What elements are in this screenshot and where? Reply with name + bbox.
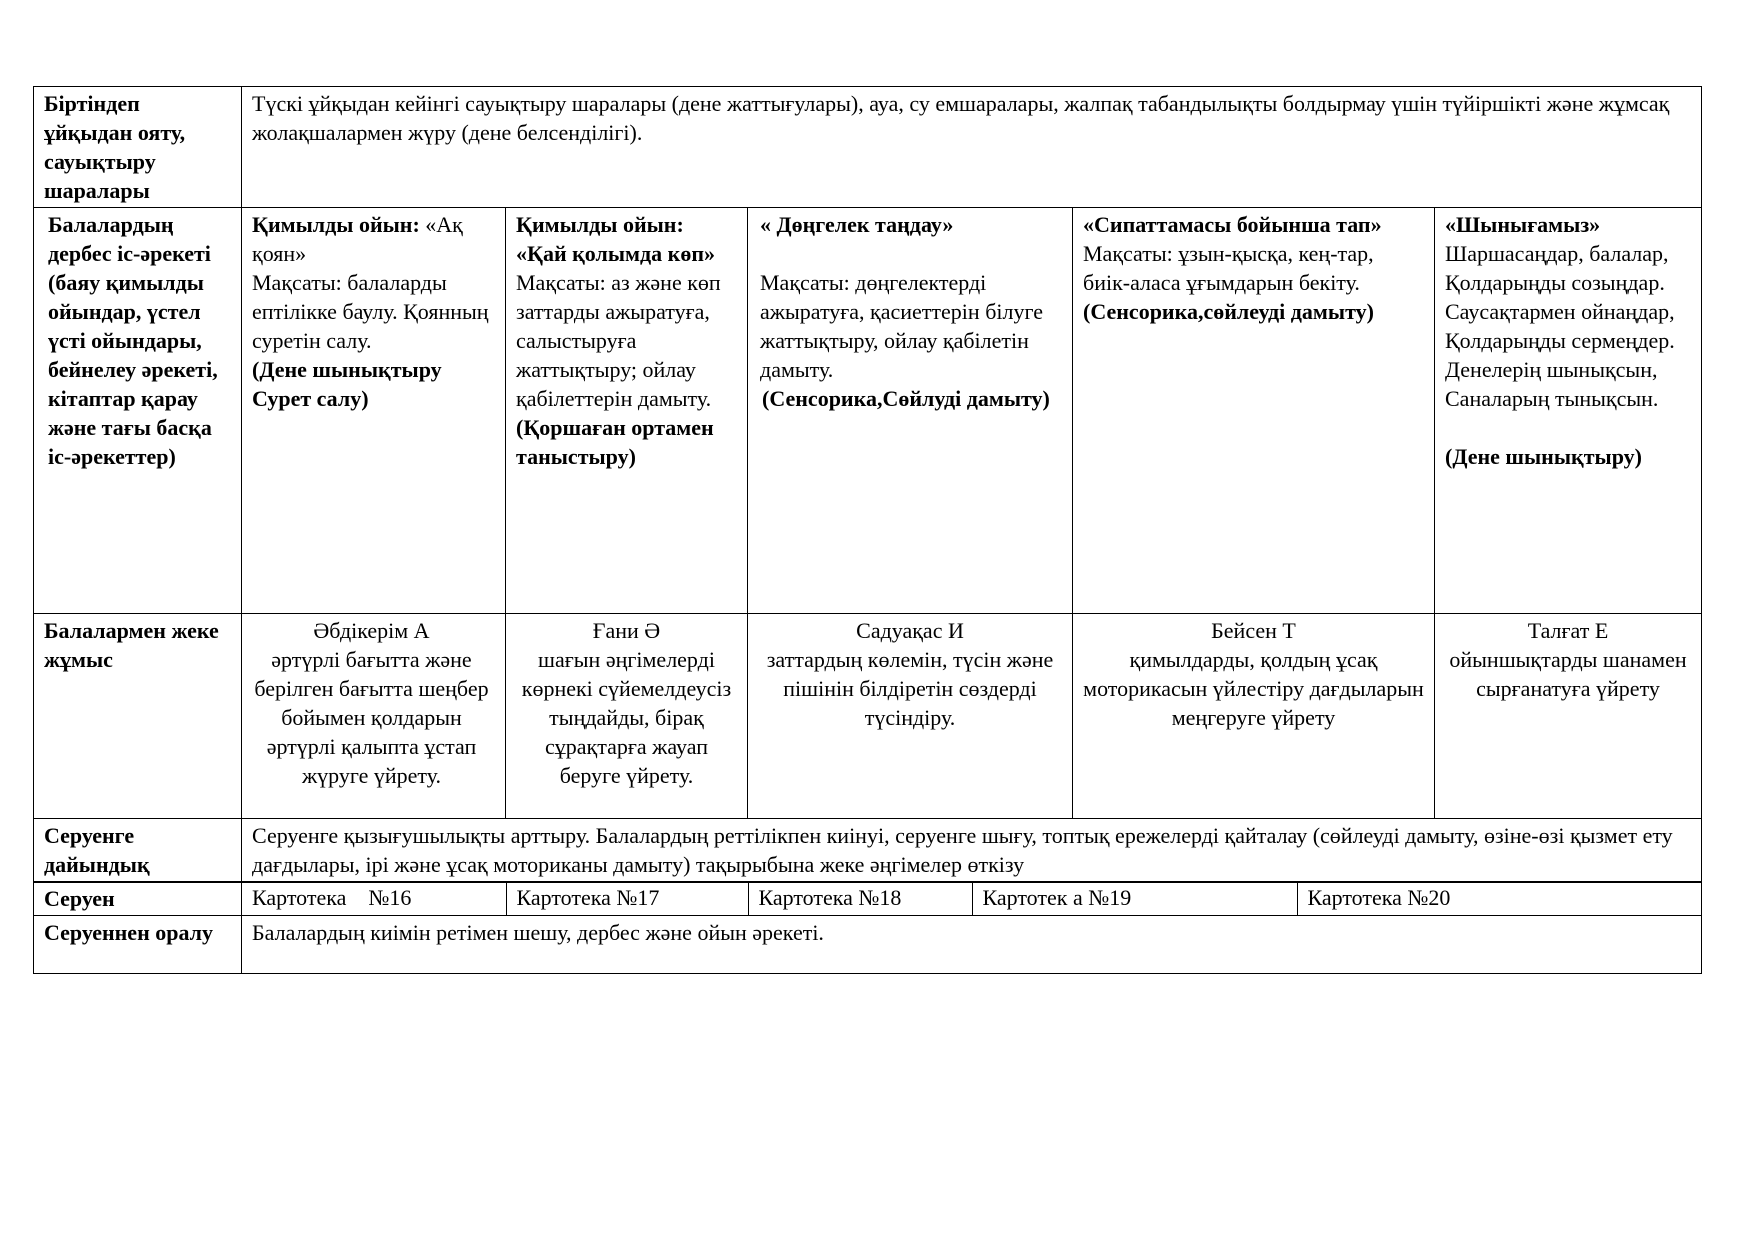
walk-card-4: Картотек а №19 (972, 883, 1297, 915)
walk-cards-table (242, 883, 1701, 915)
row-wake-up (34, 87, 1702, 208)
activity-2-goal: Мақсаты: аз және көп заттарды ажыратуға, салыстыруға жаттықтыру; ойлау қабілеттерін дамыту. (516, 270, 721, 411)
row-label-walk-return: Серуеннен оралу (34, 915, 242, 973)
activity-4-goal: Мақсаты: ұзын-қысқа, кең-тар, биік-аласа ұғымдарын бекіту. (1083, 241, 1374, 295)
activity-5-title: «Шынығамыз» (1445, 212, 1601, 237)
individual-cell-5 (1435, 614, 1702, 819)
walk-return-text: Балалардың киімін ретімен шешу, дербес және ойын әрекеті. (242, 915, 1702, 973)
walk-card-3: Картотека №18 (748, 883, 972, 915)
activity-2-area: (Қоршаған ортамен таныстыру) (516, 415, 714, 469)
walk-preparation-text: Серуенге қызығушылықты арттыру. Балалардың реттілікпен киінуі, серуенге шығу, топтық ережелерді қайталау (сөйлеуді дамыту, өзіне-өзі қызмет ету дағдылары, ірі және ұсақ моториканы дамыту) тақырыбына жеке әңгімелер өткізу (242, 819, 1702, 883)
individual-2-name: Ғани Ә (592, 618, 661, 643)
schedule-table (33, 86, 1702, 974)
row-independent-activity (34, 208, 1702, 614)
activity-1-title-rest: «Ақ қоян» (252, 212, 463, 266)
individual-1-name: Әбдікерім А (313, 618, 430, 643)
activity-cell-4 (1073, 208, 1435, 614)
individual-cell-3 (748, 614, 1073, 819)
walk-card-2: Картотека №17 (506, 883, 748, 915)
individual-3-name: Садуақас И (856, 618, 964, 643)
row-label-walk-preparation: Серуенге дайындық (34, 819, 242, 883)
activity-4-area: (Сенсорика,сөйлеуді дамыту) (1083, 299, 1374, 324)
activity-2-title: Қимылды ойын: «Қай қолымда көп» (516, 212, 715, 266)
wake-up-text: Түскі ұйқыдан кейінгі сауықтыру шаралары (дене жаттығулары), ауа, су емшаралары, жалпақ табандылықты болдырмау үшін түйіршікті және жұмсақ жолақшалармен жүру (дене белсенділігі). (242, 87, 1702, 208)
row-label-wake-up: Біртіндеп ұйқыдан ояту, сауықтыру шаралары (34, 87, 242, 208)
activity-cell-2 (506, 208, 748, 614)
individual-2-text: шағын әңгімелерді көрнекі сүйемелдеусіз тыңдайды, бірақ сұрақтарға жауап беруге үйрету. (521, 647, 732, 788)
row-individual-work (34, 614, 1702, 819)
activity-1-goal: Мақсаты: балаларды ептілікке баулу. Қоянның суретін салу. (252, 270, 489, 353)
activity-1-area: (Дене шынықтыру Сурет салу) (252, 357, 442, 411)
activity-5-area: (Дене шынықтыру) (1445, 444, 1642, 469)
activity-cell-1 (242, 208, 506, 614)
row-label-walk: Серуен (34, 882, 242, 915)
walk-card-5: Картотека №20 (1297, 883, 1701, 915)
activity-cell-5 (1435, 208, 1702, 614)
individual-3-text: заттардың көлемін, түсін және пішінін білдіретін сөздерді түсіндіру. (766, 647, 1054, 730)
row-label-independent-activity: Балалардың дербес іс-әрекеті (баяу қимылды ойындар, үстел үсті ойындары, бейнелеу әрекеті, кітаптар қарау және тағы басқа іс-әрекеттер) (34, 208, 242, 614)
activity-3-area: (Сенсорика,Сөйлуді дамыту) (762, 386, 1050, 411)
activity-cell-3 (748, 208, 1073, 614)
individual-4-text: қимылдарды, қолдың ұсақ моторикасын үйлестіру дағдыларын меңгеруге үйрету (1083, 647, 1424, 730)
individual-4-name: Бейсен Т (1211, 618, 1296, 643)
activity-3-goal: Мақсаты: дөңгелектерді ажыратуға, қасиеттерін білуге жаттықтыру, ойлау қабілетін дамыту. (760, 270, 1043, 382)
row-walk-preparation (34, 819, 1702, 883)
activity-1-title: Қимылды ойын: (252, 212, 420, 237)
individual-cell-1 (242, 614, 506, 819)
individual-5-name: Талғат Е (1527, 618, 1609, 643)
row-walk (34, 882, 1702, 915)
activity-4-title: «Сипаттамасы бойынша тап» (1083, 212, 1382, 237)
individual-1-text: әртүрлі бағытта және берілген бағытта шеңбер бойымен қолдарын әртүрлі қалыпта ұстап жүруге үйрету. (254, 647, 489, 788)
activity-3-title: « Дөңгелек таңдау» (760, 212, 954, 237)
row-label-individual-work: Балалармен жеке жұмыс (34, 614, 242, 819)
walk-card-1: Картотека №16 (252, 885, 412, 910)
row-walk-return (34, 915, 1702, 973)
walk-cards (242, 882, 1702, 915)
activity-5-goal: Шаршасаңдар, балалар, Қолдарыңды созыңдар. Саусақтармен ойнаңдар, Қолдарыңды сермеңдер. Денелерің шынықсын, Саналарың тынықсын. (1445, 241, 1675, 411)
individual-cell-4 (1073, 614, 1435, 819)
individual-cell-2 (506, 614, 748, 819)
individual-5-text: ойыншықтарды шанамен сырғанатуға үйрету (1449, 647, 1687, 701)
